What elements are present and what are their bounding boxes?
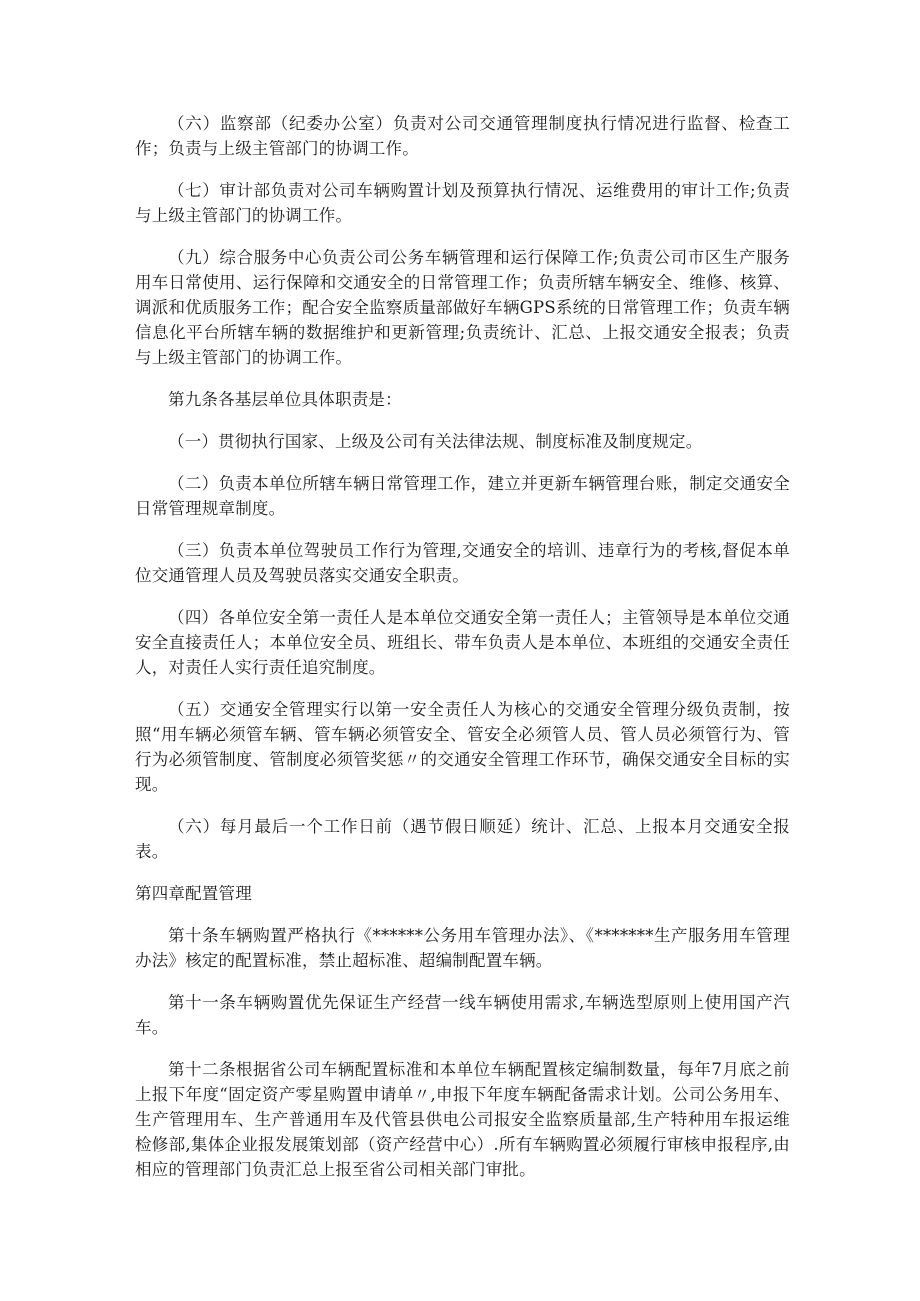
paragraph-duty-5: （五）交通安全管理实行以第一安全责任人为核心的交通安全管理分级负责制，按照“用车辆必须管车辆、管车辆必须管安全、管安全必须管人员、管人员必须管行为、管行为必须管制度、管制度必须管奖惩〃的交通安全管理工作环节，确保交通安全目标的实现。 (135, 700, 790, 794)
paragraph-duty-6: （六）每月最后一个工作日前（遇节假日顺延）统计、汇总、上报本月交通安全报表。 (135, 817, 790, 861)
chapter-heading: 第四章配置管理 (135, 884, 252, 903)
paragraph-service-center: （九）综合服务中心负责公司公务车辆管理和运行保障工作;负责公司市区生产服务用车日常使用、运行保障和交通安全的日常管理工作；负责所辖车辆安全、维修、核算、调派和优质服务工作；配合安全监察质量部做好车辆GPS系统的日常管理工作；负责车辆信息化平台所辖车辆的数据维护和更新管理;负责统计、汇总、上报交通安全报表；负责与上级主管部门的协调工作。 (135, 248, 790, 367)
paragraph-article-11: 第十一条车辆购置优先保证生产经营一线车辆使用需求,车辆选型原则上使用国产汽车。 (135, 993, 790, 1037)
paragraph-article-10: 第十条车辆购置严格执行《******公务用车管理办法》、《*******生产服务用车管理办法》核定的配置标准，禁止超标准、超编制配置车辆。 (135, 926, 790, 970)
document-body (135, 111, 790, 1199)
paragraph-audit-dept: （七）审计部负责对公司车辆购置计划及预算执行情况、运维费用的审计工作;负责与上级主管部门的协调工作。 (135, 181, 790, 225)
paragraph-duty-3: （三）负责本单位驾驶员工作行为管理,交通安全的培训、违章行为的考核,督促本单位交通管理人员及驾驶员落实交通安全职责。 (135, 541, 790, 585)
paragraph-duty-1: （一）贯彻执行国家、上级及公司有关法律法规、制度标准及制度规定。 (168, 432, 703, 451)
paragraph-article-12: 第十二条根据省公司车辆配置标准和本单位车辆配置核定编制数量，每年7月底之前上报下年度“固定资产零星购置申请单〃,申报下年度车辆配备需求计划。公司公务用车、生产管理用车、生产普通用车及代管县供电公司报安全监察质量部,生产特种用车报运维检修部,集体企业报发展策划部（资产经营中心）.所有车辆购置必须履行审核申报程序,由相应的管理部门负责汇总上报至省公司相关部门审批。 (135, 1060, 790, 1179)
paragraph-duty-2: （二）负责本单位所辖车辆日常管理工作，建立并更新车辆管理台账，制定交通安全日常管理规章制度。 (135, 474, 790, 518)
paragraph-supervision-dept: （六）监察部（纪委办公室）负责对公司交通管理制度执行情况进行监督、检查工作；负责与上级主管部门的协调工作。 (135, 114, 790, 158)
paragraph-article-9: 第九条各基层单位具体职责是： (168, 390, 402, 409)
paragraph-duty-4: （四）各单位安全第一责任人是本单位交通安全第一责任人；主管领导是本单位交通安全直接责任人；本单位安全员、班组长、带车负责人是本单位、本班组的交通安全责任人，对责任人实行责任追究制度。 (135, 608, 790, 677)
